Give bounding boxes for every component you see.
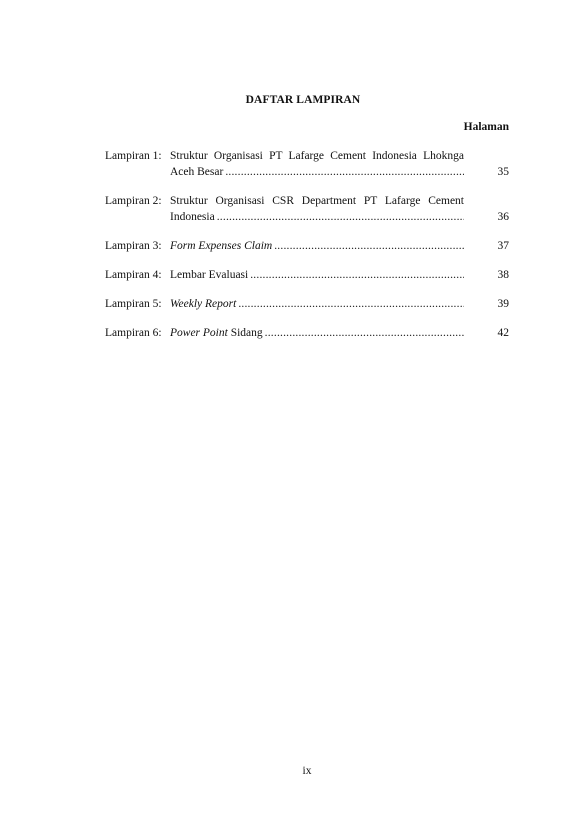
appendix-title: Lembar Evaluasi [170, 269, 249, 281]
appendix-title-line2: Aceh Besar [170, 166, 224, 178]
dot-leader [274, 238, 464, 254]
dot-leader [238, 296, 464, 312]
appendix-title: Form Expenses Claim [170, 240, 273, 252]
appendix-entry-1[interactable] [105, 148, 509, 180]
appendix-page-number: 37 [497, 240, 509, 252]
page-column-header: Halaman [463, 121, 509, 133]
document-title: DAFTAR LAMPIRAN [245, 94, 361, 106]
footer-page-number: ix [302, 765, 312, 777]
appendix-page-number: 39 [497, 298, 509, 310]
appendix-label: Lampiran 5: [105, 298, 162, 310]
appendix-title: Weekly Report [170, 298, 237, 310]
appendix-page-number: 38 [497, 269, 509, 281]
appendix-title-line1: Struktur Organisasi CSR Department PT Lafarge Cement [170, 195, 464, 207]
dot-leader [250, 267, 464, 283]
appendix-label: Lampiran 3: [105, 240, 162, 252]
appendix-list [105, 148, 509, 354]
appendix-label: Lampiran 1: [105, 150, 162, 162]
appendix-entry-3[interactable] [105, 238, 509, 254]
dot-leader [225, 164, 464, 180]
appendix-page-number: 36 [497, 211, 509, 223]
appendix-label: Lampiran 6: [105, 327, 162, 339]
appendix-entry-2[interactable] [105, 193, 509, 225]
appendix-page-number: 35 [497, 166, 509, 178]
appendix-title-italic-part: Power Point [170, 327, 228, 339]
appendix-page-number: 42 [497, 327, 509, 339]
appendix-title [170, 325, 263, 341]
dot-leader [217, 209, 464, 225]
appendix-title-line2: Indonesia [170, 211, 215, 223]
appendix-entry-5[interactable] [105, 296, 509, 312]
appendix-entry-4[interactable] [105, 267, 509, 283]
appendix-title-line1: Struktur Organisasi PT Lafarge Cement Indonesia Lhoknga [170, 150, 464, 162]
appendix-label: Lampiran 2: [105, 195, 162, 207]
appendix-entry-6[interactable] [105, 325, 509, 341]
appendix-label: Lampiran 4: [105, 269, 162, 281]
dot-leader [265, 325, 464, 341]
appendix-title-plain-part: Sidang [230, 327, 263, 339]
